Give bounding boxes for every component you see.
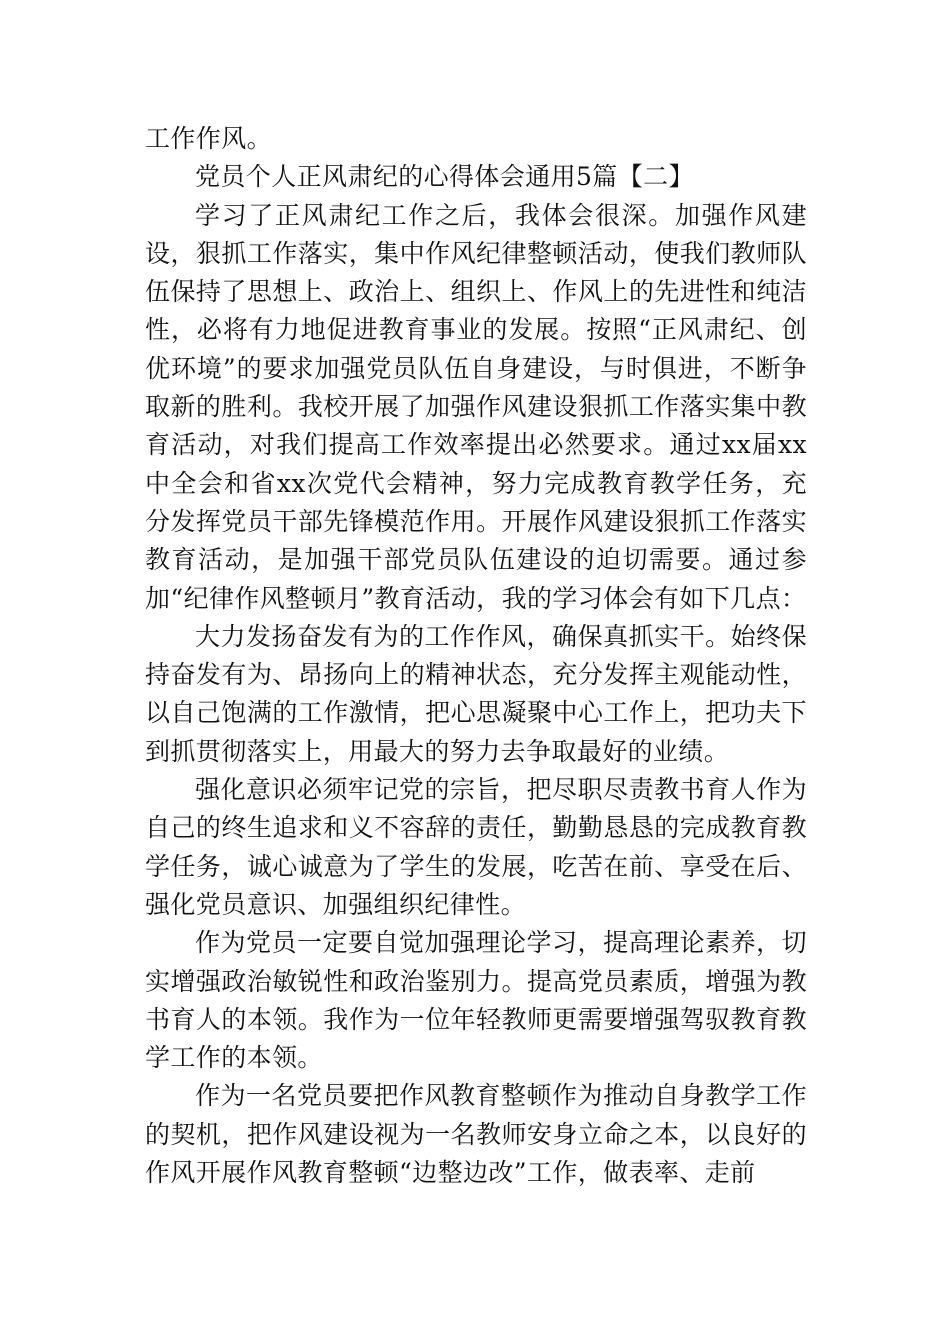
lead-fragment: 工作作风。 [145, 124, 273, 153]
paragraph-4: 作为党员一定要自觉加强理论学习，提高理论素养，切实增强政治敏锐性和政治鉴别力。提高党员素质，增强为教书育人的本领。我作为一位年轻教师更需要增强驾驭教育教学工作的本领。 [145, 928, 807, 1073]
document-page [145, 120, 807, 1192]
section-title: 党员个人正风肃纪的心得体会通用5篇【二】 [195, 162, 694, 192]
paragraph-2: 大力发扬奋发有为的工作作风，确保真抓实干。始终保持奋发有为、昂扬向上的精神状态，充分发挥主观能动性，以自己饱满的工作激情，把心思凝聚中心工作上，把功夫下到抓贯彻落实上，用最大的努力去争取最好的业绩。 [145, 621, 807, 766]
paragraph-3: 强化意识必须牢记党的宗旨，把尽职尽责教书育人作为自己的终生追求和义不容辞的责任，勤勤恳恳的完成教育教学任务，诚心诚意为了学生的发展，吃苦在前、享受在后、强化党员意识、加强组织纪律性。 [145, 775, 807, 919]
paragraph-5: 作为一名党员要把作风教育整顿作为推动自身教学工作的契机，把作风建设视为一名教师安身立命之本，以良好的作风开展作风教育整顿“边整边改”工作，做表率、走前 [145, 1081, 807, 1188]
paragraph-1: 学习了正风肃纪工作之后，我体会很深。加强作风建设，狠抓工作落实，集中作风纪律整顿活动，使我们教师队伍保持了思想上、政治上、组织上、作风上的先进性和纯洁性，必将有力地促进教育事业的发展。按照“正风肃纪、创优环境”的要求加强党员队伍自身建设，与时俱进，不断争取新的胜利。我校开展了加强作风建设狠抓工作落实集中教育活动，对我们提高工作效率提出必然要求。通过xx届xx中全会和省xx次党代会精神，努力完成教育教学任务，充分发挥党员干部先锋模范作用。开展作风建设狠抓工作落实教育活动，是加强干部党员队伍建设的迫切需要。通过参加“纪律作风整顿月”教育活动，我的学习体会有如下几点： [145, 200, 807, 613]
